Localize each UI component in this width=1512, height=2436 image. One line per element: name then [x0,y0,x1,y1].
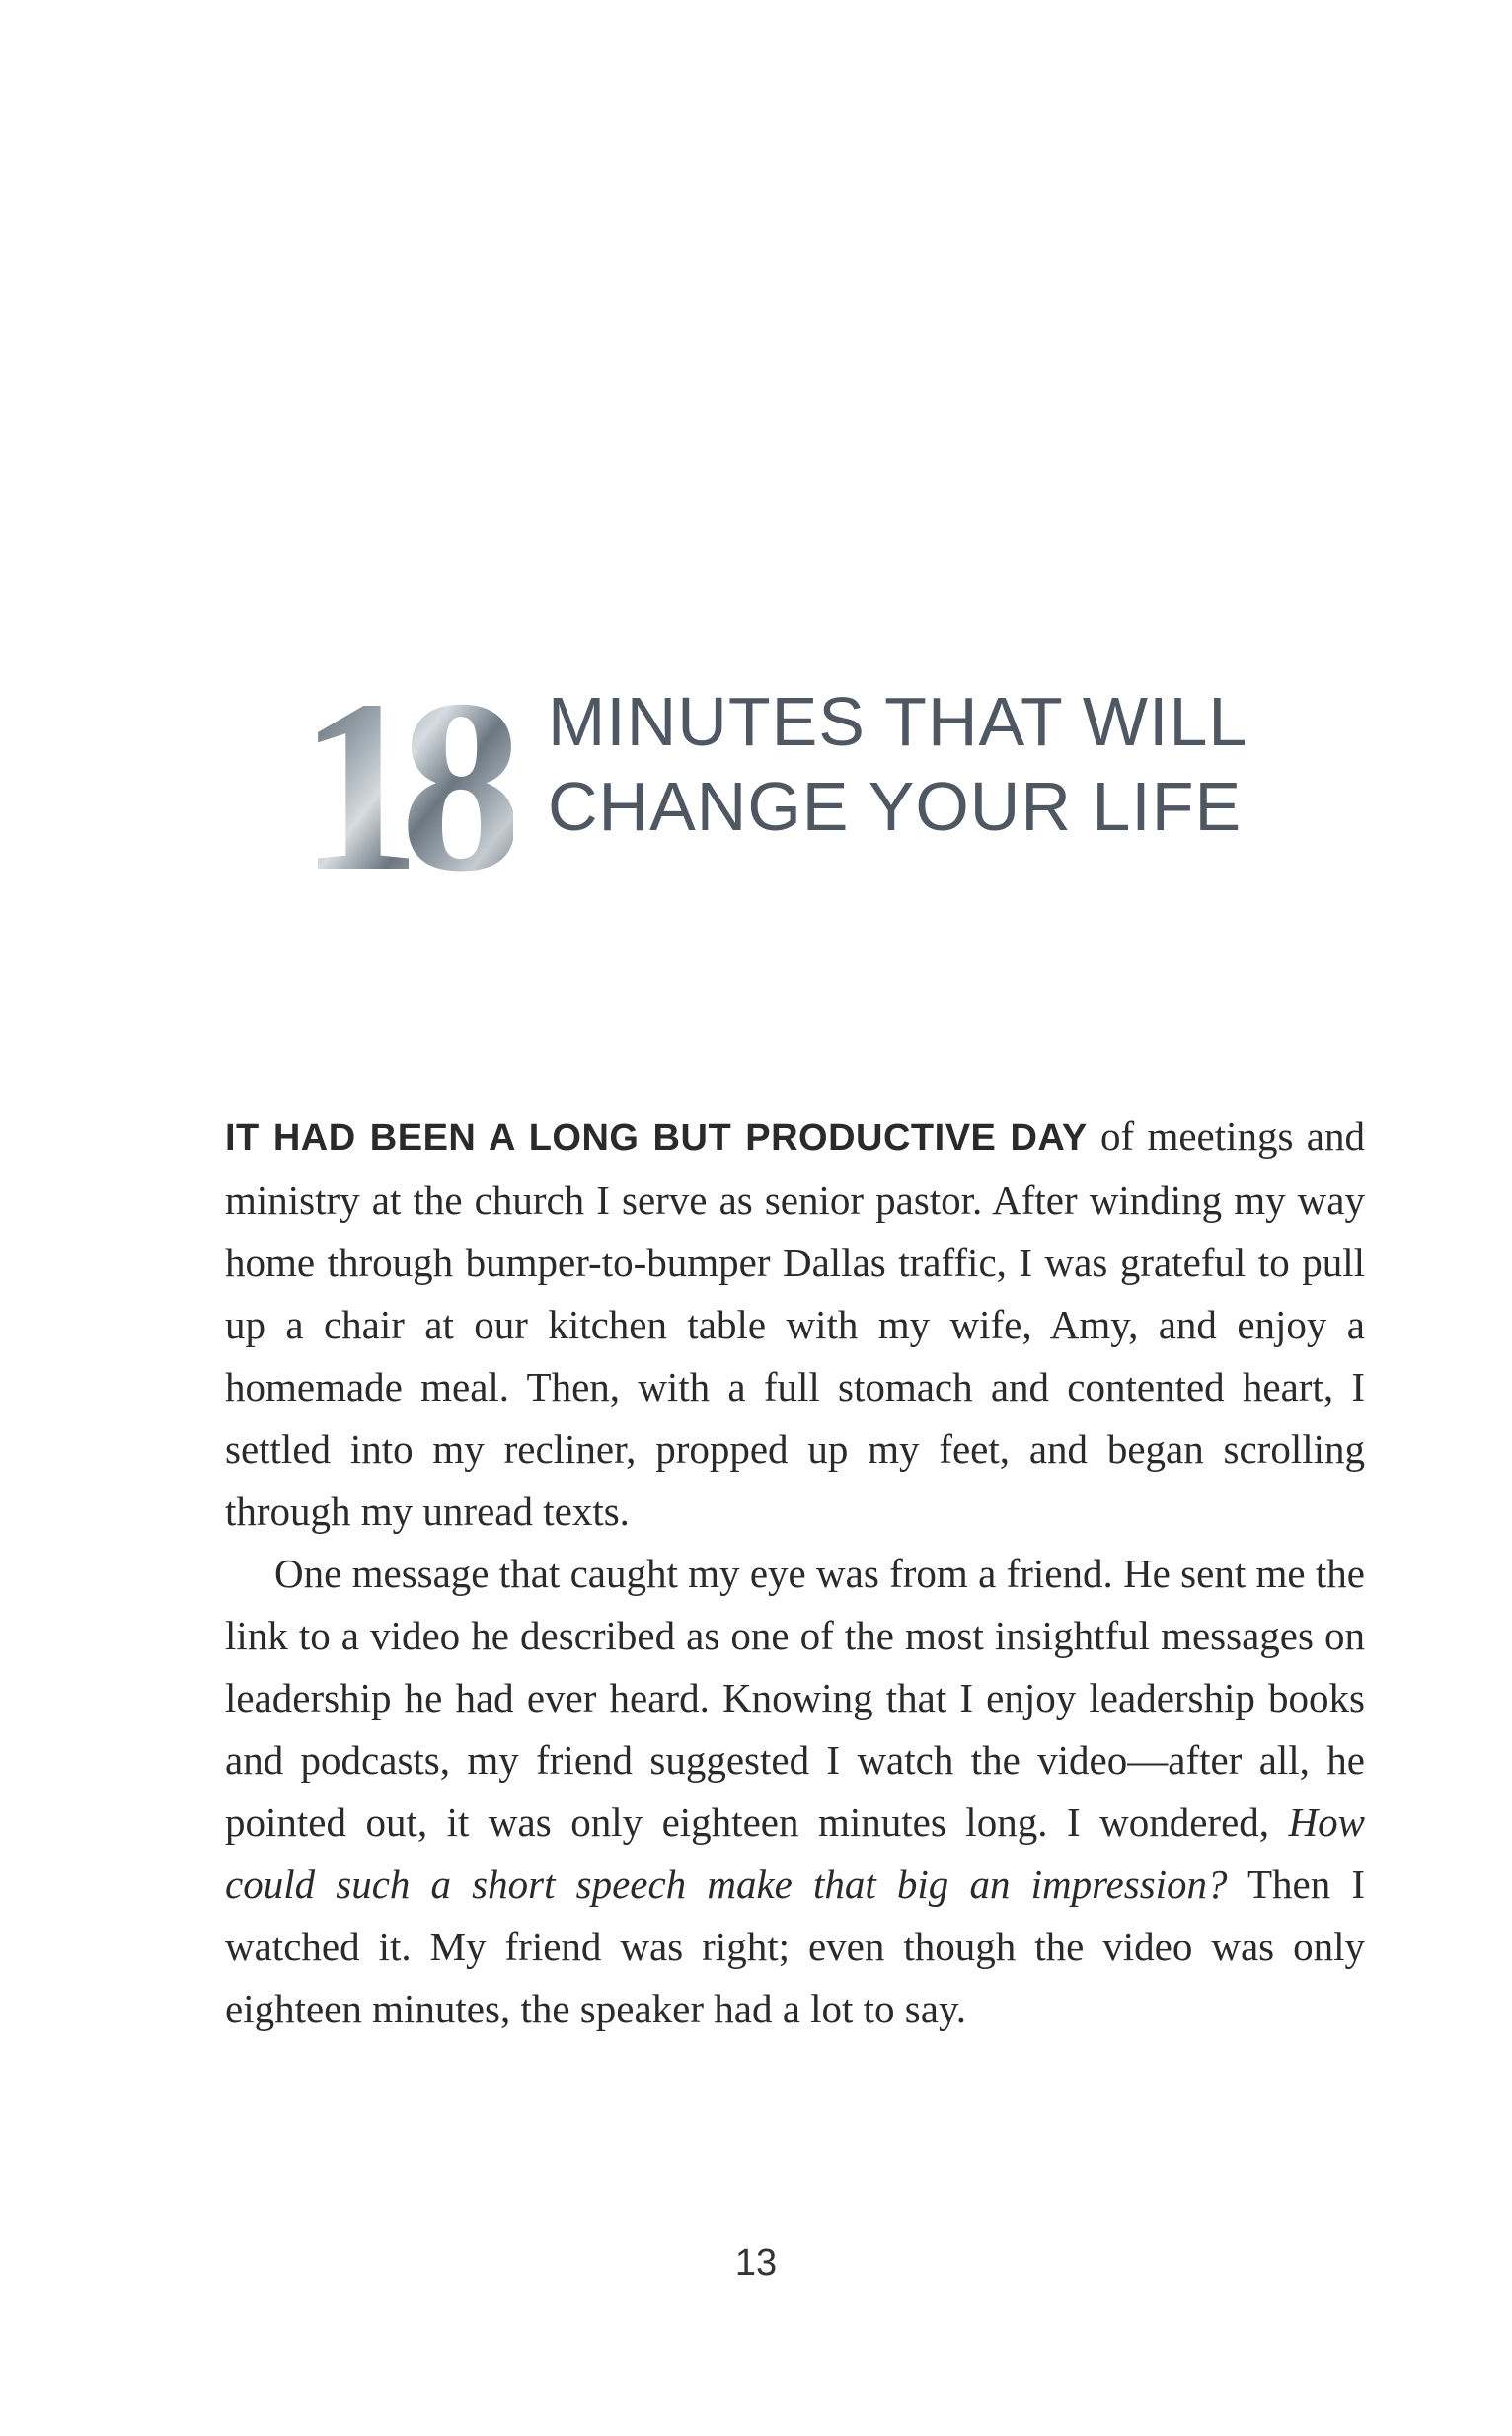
paragraph-1 [225,1105,1365,1543]
paragraph-2-text-a: One message that caught my eye was from a friend. He sent me the link to a video he described as one of the most insightful messages on leadership he had ever heard. Knowing that I enjoy leadership books and podcasts, my friend suggested I watch the video—after all, he pointed out, it was only eighteen minutes long. I wondered, [225,1551,1365,1845]
paragraph-2-text-b: Then I watched it. My friend was right; even though the video was only eighteen minutes, the speaker had a lot to say. [225,1862,1365,2031]
chapter-title-line-2: CHANGE YOUR LIFE [548,768,1243,845]
paragraph-2-italic: How could such a short speech make that big an impression? [225,1799,1365,1907]
chapter-number-graphic [286,671,513,878]
paragraph-2 [225,1543,1365,2040]
paragraph-1-text: of meetings and ministry at the church I serve as senior pastor. After winding my way home through bumper-to-bumper Dallas traffic, I was grateful to pull up a chair at our kitchen table with my wife, Amy, and enjoy a homemade meal. Then, with a full stomach and contented heart, I settled into my recliner, propped up my feet, and began scrolling through my unread texts. [225,1113,1365,1534]
lead-in-caps: IT HAD BEEN A LONG BUT PRODUCTIVE DAY [225,1117,1088,1159]
chapter-heading [286,671,1323,878]
chapter-body [225,1105,1365,2040]
page-number: 13 [734,2243,778,2284]
chapter-number [286,671,513,878]
chapter-number-text: 18 [298,671,501,878]
chapter-title [548,679,1337,849]
chapter-title-line-1: MINUTES THAT WILL [548,683,1248,760]
